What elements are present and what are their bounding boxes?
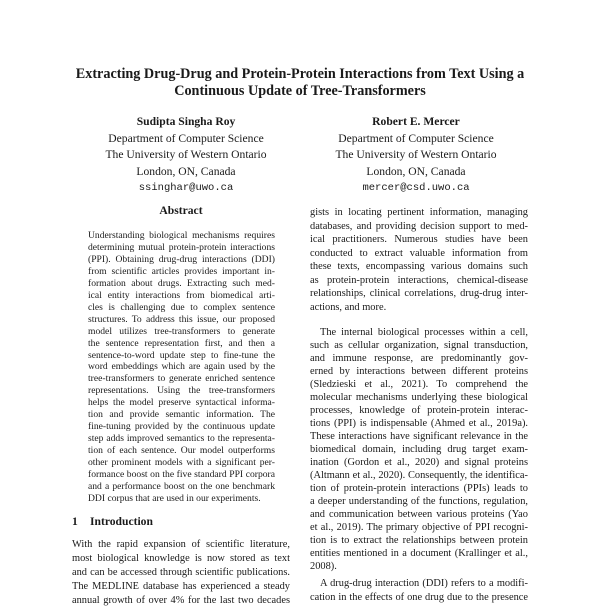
author-location: London, ON, Canada bbox=[136, 164, 236, 178]
text-line: annual growth of over 4% for the last two decades bbox=[72, 595, 290, 606]
text-line: The internal biological processes within a cell, bbox=[320, 327, 528, 338]
title-line: Continuous Update of Tree-Transformers bbox=[174, 83, 426, 99]
text-line: model utilizes tree-transformers to generate bbox=[88, 325, 275, 337]
text-line: and a performance boost on the one benchmark bbox=[88, 480, 275, 492]
text-line: 2008). bbox=[310, 561, 337, 572]
text-line: a deeper understanding of the functions, regulation, bbox=[310, 496, 528, 507]
text-line: sentence-to-word update step to fine-tune the bbox=[88, 349, 275, 361]
section-heading bbox=[72, 515, 153, 528]
text-line: representations. Using the tree-transformers bbox=[88, 385, 275, 397]
text-line: the sentence representation first, and then a bbox=[88, 337, 275, 349]
text-line: The MEDLINE database has experienced a steady bbox=[72, 581, 290, 592]
text-line: databases, and providing decision support to med- bbox=[310, 220, 528, 232]
text-line: These interactions have significant relevance in the bbox=[310, 431, 528, 442]
author-block bbox=[296, 114, 536, 197]
author-email: ssinghar@uwo.ca bbox=[138, 182, 234, 194]
author-university: The University of Western Ontario bbox=[335, 148, 497, 161]
text-line: cation in the effects of one drug due to the presence bbox=[310, 591, 528, 603]
text-line: and immune response, are predominantly gov- bbox=[310, 353, 528, 364]
text-line: ical practitioners. Numerous studies have been bbox=[310, 234, 528, 245]
author-department: Department of Computer Science bbox=[108, 131, 264, 145]
text-line: helps the model preserve syntactical informa- bbox=[88, 397, 275, 409]
text-line: tions (PPI) is indispensable (Ahmed et al., 2019a). bbox=[310, 418, 528, 429]
author-email: mercer@csd.uwo.ca bbox=[362, 182, 470, 194]
author-name: Sudipta Singha Roy bbox=[136, 115, 236, 128]
text-line: structures. To address this issue, our proposed bbox=[88, 313, 275, 325]
text-line: and can be accessed through scientific publications. bbox=[72, 567, 290, 578]
text-line: DDI corpus that are used in our experiments. bbox=[88, 492, 261, 504]
author-location: London, ON, Canada bbox=[366, 164, 466, 178]
text-line: formance boost on the five standard PPI corpora bbox=[88, 469, 275, 480]
text-line: other prominent models with a significant per- bbox=[88, 457, 275, 469]
text-line: such as cellular organization, signal transduction, bbox=[310, 340, 528, 351]
text-line: from scientific articles provides important in- bbox=[88, 265, 275, 277]
text-line: (PPI). Obtaining drug-drug interactions (DDI) bbox=[88, 253, 275, 265]
paper-title bbox=[40, 66, 560, 100]
text-line: erned by interactions between different proteins bbox=[310, 366, 528, 377]
text-line: cles is challenging due to complex sentence bbox=[88, 301, 275, 313]
text-line: A drug-drug interaction (DDI) refers to a modifi- bbox=[320, 578, 528, 589]
text-line: step adds improved semantics to the representa- bbox=[88, 433, 275, 445]
text-line: ical entity interactions from biomedical arti- bbox=[88, 289, 275, 301]
text-line: determining mutual protein-protein interactions bbox=[88, 241, 275, 253]
text-line: conducted to extract valuable information from bbox=[310, 247, 528, 259]
section-number: 1 bbox=[72, 515, 78, 528]
text-line: these texts, encompassing various domains such bbox=[310, 261, 528, 272]
text-line: most biological knowledge is now stored as text bbox=[72, 553, 290, 564]
text-line: actions, and more. bbox=[310, 301, 387, 313]
text-line: tion and provide semantic information. The bbox=[88, 409, 275, 421]
text-line: (Sledzieski et al., 2021). To comprehend the bbox=[310, 379, 528, 390]
text-line: tion of protein-protein interactions (PPIs) leads to bbox=[310, 483, 528, 494]
text-line: et al., 2019). The primary objective of PPI recogni- bbox=[310, 522, 528, 533]
text-line: entities mentioned in a document (Krallinger et al., bbox=[310, 548, 528, 559]
text-line: gists in locating pertinent information, managing bbox=[310, 207, 528, 218]
text-line: processes, knowledge of protein-protein interac- bbox=[310, 405, 528, 416]
text-line: (Altmann et al., 2020). Consequently, the identifica- bbox=[310, 470, 528, 481]
text-line: With the rapid expansion of scientific literature, bbox=[72, 539, 290, 550]
text-line: tion is to extract the relationships between protein bbox=[310, 535, 528, 546]
text-line: as protein-protein interactions, chemical-disease bbox=[310, 274, 528, 286]
author-department: Department of Computer Science bbox=[338, 131, 494, 145]
text-line: ination (Gordon et al., 2020) and signal proteins bbox=[310, 457, 528, 468]
author-university: The University of Western Ontario bbox=[105, 148, 267, 161]
text-line: Understanding biological mechanisms requires bbox=[88, 230, 275, 241]
text-line: formation about drugs. Extracting such med- bbox=[88, 277, 275, 289]
text-line: tree-transformers to generate enriched sentence bbox=[88, 373, 275, 385]
section-title: Introduction bbox=[90, 515, 153, 528]
author-name: Robert E. Mercer bbox=[372, 115, 460, 128]
abstract-heading: Abstract bbox=[159, 204, 203, 217]
text-line: biomedical domain, including drug target exam- bbox=[310, 444, 528, 455]
text-line: fine-tuning provided by the continuous update bbox=[88, 421, 275, 433]
text-line: tion of each sentence. Our model outperforms bbox=[88, 445, 275, 457]
author-block bbox=[66, 114, 306, 197]
text-line: molecular mechanisms underlying these biological bbox=[310, 392, 528, 403]
text-line: word embeddings which are again used by the bbox=[88, 361, 275, 373]
title-line: Extracting Drug-Drug and Protein-Protein Interactions from Text Using a bbox=[75, 66, 525, 82]
text-line: and communication between various proteins (Yao bbox=[310, 509, 528, 520]
text-line: relationships, clinical correlations, drug-drug inter- bbox=[310, 288, 528, 299]
